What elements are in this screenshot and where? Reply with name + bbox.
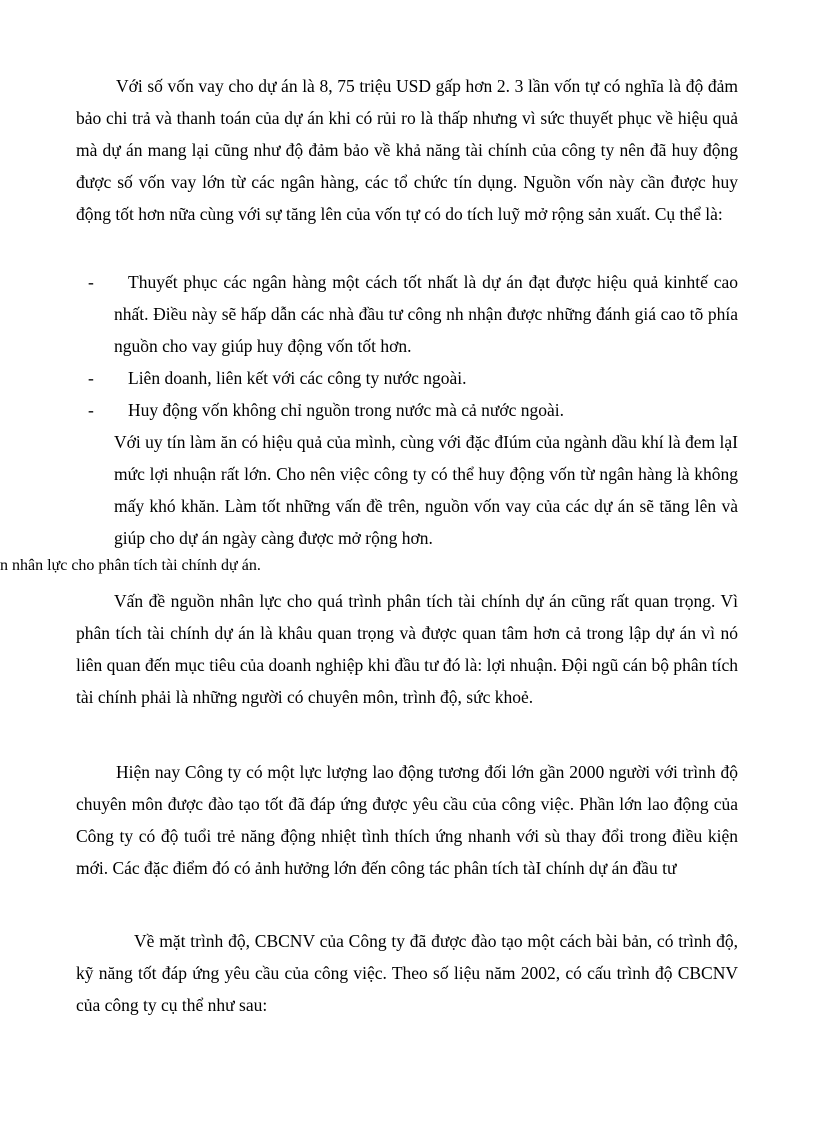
- bullet-item-1: [88, 266, 738, 362]
- bullet-text: Huy động vốn không chỉ nguồn trong nước mà cả nước ngoài.: [128, 400, 565, 420]
- bullet-item-2: [88, 362, 738, 394]
- paragraph-human-resources: Vấn đề nguồn nhân lực cho quá trình phân tích tài chính dự án cũng rất quan trọng. Vì phân tích tài chính dự án là khâu quan trọng và được quan tâm hơn cả trong lập dự án vì nó liên quan đến mục tiêu của doanh nghiệp khi đầu tư đó là: lợi nhuận. Đội ngũ cán bộ phân tích tài chính phải là những người có chuyên môn, trình độ, sức khoẻ.: [76, 591, 738, 707]
- bullet-dash: -: [88, 368, 94, 388]
- paragraph-qualifications: Về mặt trình độ, CBCNV của Công ty đã được đào tạo một cách bài bản, có trình độ, kỹ năng tốt đáp ứng yêu cầu của công việc. Theo số liệu năm 2002, có cấu trình độ CBCNV của công ty cụ thể như sau:: [76, 931, 738, 1015]
- bullet-dash: -: [88, 400, 94, 420]
- paragraph-loan-capital: Với số vốn vay cho dự án là 8, 75 triệu USD gấp hơn 2. 3 lần vốn tự có nghĩa là độ đảm bảo chi trả và thanh toán của dự án khi có rủi ro là thấp nhưng vì sức thuyết phục về hiệu quả mà dự án mang lại cũng như độ đảm bảo về khả năng tài chính của công ty nên đã huy động được số vốn vay lớn từ các ngân hàng, các tổ chức tín dụng. Nguồn vốn này cần được huy động tốt hơn nữa cùng với sự tăng lên của vốn tự có do tích luỹ mở rộng sản xuất. Cụ thể là:: [76, 76, 738, 224]
- bullet-item-3: [88, 394, 738, 426]
- bullet-dash: -: [88, 272, 94, 292]
- paragraph-workforce: Hiện nay Công ty có một lực lượng lao động tương đối lớn gần 2000 người với trình độ chuyên môn được đào tạo tốt đã đáp ứng được yêu cầu của công việc. Phần lớn lao động của Công ty có độ tuổi trẻ năng động nhiệt tình thích ứng nhanh với sù thay đổi trong điều kiện mới. Các đặc điểm đó có ảnh hưởng lớn đến công tác phân tích tàI chính dự án đầu tư: [76, 762, 738, 878]
- bullet-text: Thuyết phục các ngân hàng một cách tốt nhất là dự án đạt được hiệu quả kinhtế cao nhất. Điều này sẽ hấp dẫn các nhà đầu tư công nh nhận được những đánh giá cao tõ phía nguồn cho vay giúp huy động vốn tốt hơn.: [114, 272, 738, 356]
- bullet-text: Liên doanh, liên kết với các công ty nước ngoài.: [128, 368, 467, 388]
- section-heading: n nhân lực cho phân tích tài chính dự án.: [0, 557, 261, 574]
- paragraph-reputation: Với uy tín làm ăn có hiệu quả của mình, cùng với đặc đIúm của ngành dầu khí là đem lạI mức lợi nhuận rất lớn. Cho nên việc công ty có thể huy động vốn từ ngân hàng là không mấy khó khăn. Làm tốt những vấn đề trên, nguồn vốn vay của các dự án sẽ tăng lên và giúp cho dự án ngày càng được mở rộng hơn.: [114, 432, 738, 548]
